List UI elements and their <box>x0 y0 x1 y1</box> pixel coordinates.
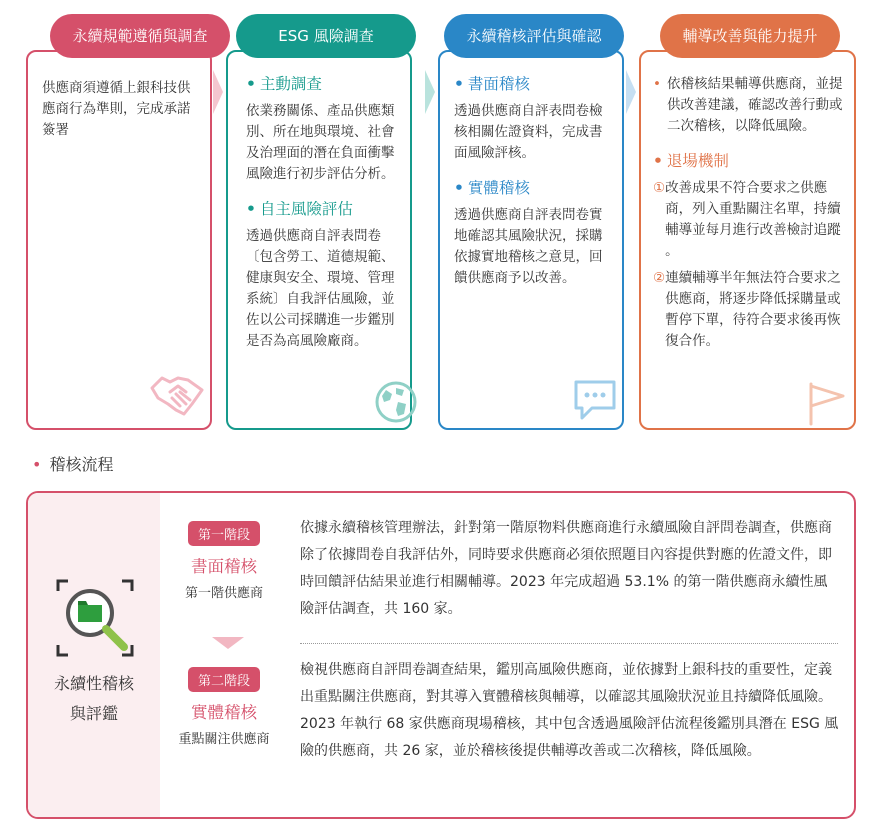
audit-process-heading: • 稽核流程 <box>32 455 114 474</box>
magnifier-folder-icon <box>52 575 138 661</box>
audit-sub1-body: 透過供應商自評表問卷檢核相關佐證資料，完成書面風險評核。 <box>454 103 603 161</box>
card-compliance <box>26 50 212 430</box>
stage-2-badge: 第二階段 <box>188 667 260 692</box>
stage-2-description: 檢視供應商自評問卷調查結果，鑑別高風險供應商，並依據對上銀科技的重要性，定義出重點關注供應商，對其導入實體稽核與輔導，以確認其風險狀況並且持續降低風險。2023 年執行 68 家供應商現場稽核，其中包含透過風險評估流程後鑑別具潛在 ESG 風險的供應商，共 26 家，並於稽核後提供輔導改善或二次稽核，降低風險。 <box>300 662 839 759</box>
flow-arrow-2 <box>425 70 435 114</box>
handshake-icon <box>148 370 206 420</box>
stage-1 <box>164 521 284 601</box>
card-audit <box>438 50 624 430</box>
globe-icon <box>374 380 418 424</box>
stage-1-target: 第一階供應商 <box>184 586 263 601</box>
flag-icon <box>805 380 849 426</box>
stage-arrow <box>212 637 244 649</box>
esg-sub2-body: 透過供應商自評表問卷〔包含勞工、道德規範、健康與安全、環境、管理系統〕自我評估風險，並佐以公司採購進一步鑑別是否為高風險廠商。 <box>246 228 395 349</box>
card-improvement <box>639 50 856 430</box>
stage-divider <box>300 643 838 644</box>
header-improvement: 輔導改善與能力提升 <box>660 14 840 58</box>
audit-sub2-body: 透過供應商自評表問卷實地確認其風險狀況，採購依據實地稽核之意見，回饋供應商予以改善。 <box>454 207 603 286</box>
stage-2-name: 實體稽核 <box>191 703 257 722</box>
audit-sub2-title: • 實體稽核 <box>454 179 530 197</box>
stage-2-target: 重點關注供應商 <box>178 732 270 747</box>
exit-item-1: ① 改善成果不符合要求之供應商，列入重點關注名單，持續輔導並每月進行改善檢討追蹤 。 <box>653 180 841 259</box>
chat-bubble-icon <box>572 378 618 422</box>
audit-sub1-title: • 書面稽核 <box>454 75 530 93</box>
stage-2 <box>164 667 284 747</box>
esg-sub1-title: • 主動調查 <box>246 75 322 93</box>
exit-mechanism-title: • 退場機制 <box>653 152 729 170</box>
exit-item-2: ② 連續輔導半年無法符合要求之供應商，將逐步降低採購量或暫停下單，待符合要求後再恢復合作。 <box>653 270 841 349</box>
header-audit: 永續稽核評估與確認 <box>444 14 624 58</box>
improvement-intro: • 依稽核結果輔導供應商，並提供改善建議，確認改善行動或二次稽核，以降低風險。 <box>653 76 843 134</box>
esg-sub2-title: • 自主風險評估 <box>246 200 353 218</box>
header-esg-risk: ESG 風險調查 <box>236 14 416 58</box>
header-compliance: 永續規範遵循與調查 <box>50 14 230 58</box>
stage-1-name: 書面稽核 <box>191 557 257 576</box>
esg-sub1-body: 依業務關係、產品供應類別、所在地與環境、社會及治理面的潛在負面衝擊風險進行初步評估分析。 <box>246 103 395 182</box>
audit-process-box <box>26 491 856 819</box>
stage-1-description: 依據永續稽核管理辦法，針對第一階原物料供應商進行永續風險自評問卷調查，供應商除了依據問卷自我評估外，同時要求供應商必須依照題目內容提供對應的佐證文件，即時回饋評估結果並進行相關輔導。2023 年完成超過 53.1% 的第一階供應商永續性風險評估調查，共 160 家。 <box>300 520 832 617</box>
audit-process-sidebar <box>28 493 160 817</box>
compliance-text: 供應商須遵循上銀科技供應商行為準則，完成承諾簽署 <box>42 80 191 138</box>
audit-process-title: 永續性稽核 與評鑑 <box>53 674 134 723</box>
card-esg-risk <box>226 50 412 430</box>
flow-arrow-3 <box>626 70 636 114</box>
flow-arrow-1 <box>213 70 223 114</box>
stage-1-badge: 第一階段 <box>188 521 260 546</box>
